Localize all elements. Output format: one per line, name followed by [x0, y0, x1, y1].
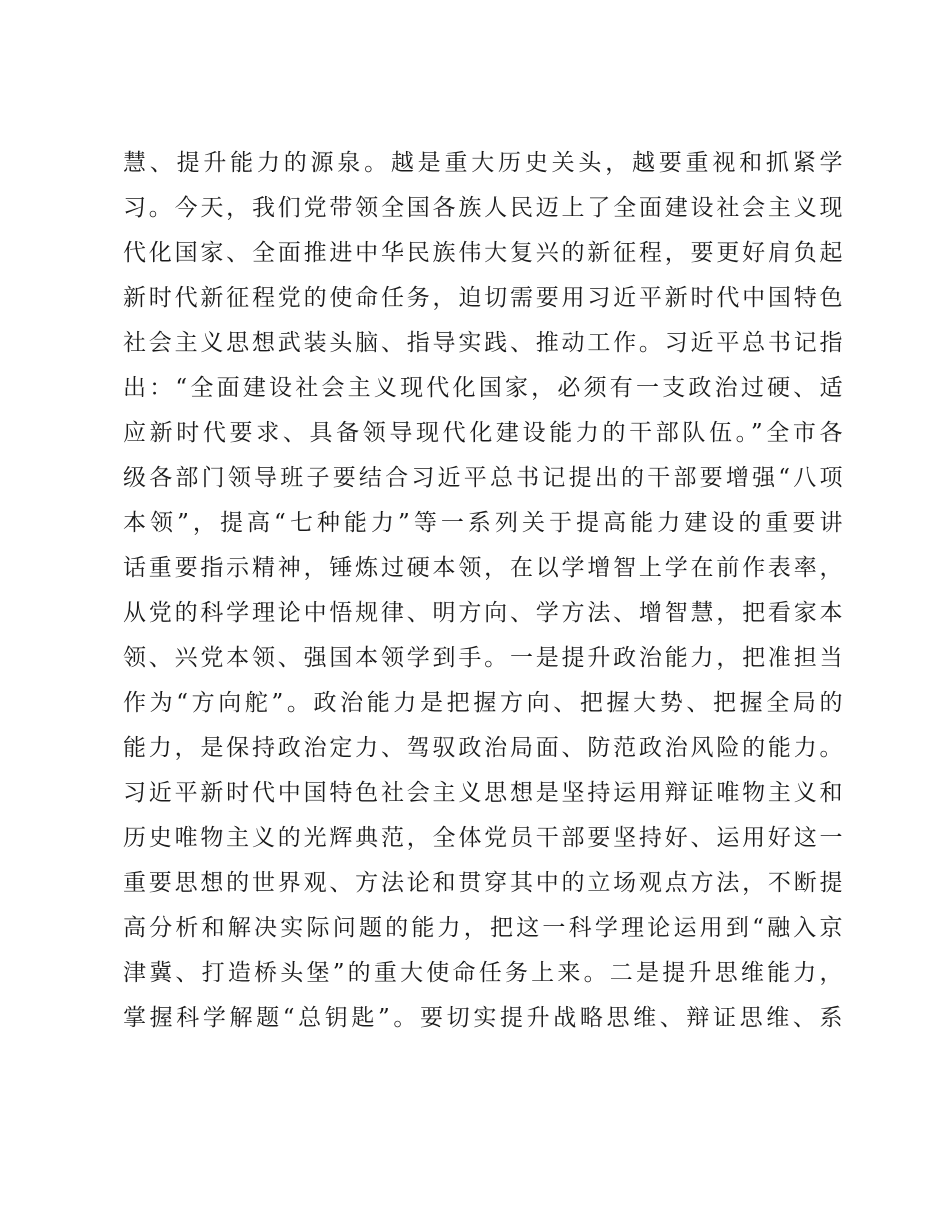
text-line: 领、兴党本领、强国本领学到手。一是提升政治能力，把准担当: [123, 645, 843, 671]
text-line: 应新时代要求、具备领导现代化建设能力的干部队伍。”全市各: [123, 420, 843, 446]
text-line: 历史唯物主义的光辉典范，全体党员干部要坚持好、运用好这一: [123, 825, 843, 851]
text-line: 津冀、打造桥头堡”的重大使命任务上来。二是提升思维能力，: [123, 960, 843, 986]
text-line: 习近平新时代中国特色社会主义思想是坚持运用辩证唯物主义和: [123, 780, 843, 806]
text-line: 级各部门领导班子要结合习近平总书记提出的干部要增强“八项: [123, 465, 843, 491]
text-line: 掌握科学解题“总钥匙”。要切实提升战略思维、辩证思维、系: [123, 1005, 843, 1031]
text-line: 作为“方向舵”。政治能力是把握方向、把握大势、把握全局的: [123, 690, 843, 716]
body-paragraph: [123, 141, 843, 1041]
text-line: 高分析和解决实际问题的能力，把这一科学理论运用到“融入京: [123, 915, 843, 941]
text-line: 从党的科学理论中悟规律、明方向、学方法、增智慧，把看家本: [123, 600, 843, 626]
text-line: 能力，是保持政治定力、驾驭政治局面、防范政治风险的能力。: [123, 735, 843, 761]
text-line: 慧、提升能力的源泉。越是重大历史关头，越要重视和抓紧学: [123, 150, 843, 176]
text-line: 话重要指示精神，锤炼过硬本领，在以学增智上学在前作表率，: [123, 555, 843, 581]
text-line: 习。今天，我们党带领全国各族人民迈上了全面建设社会主义现: [123, 195, 843, 221]
text-line: 出：“全面建设社会主义现代化国家，必须有一支政治过硬、适: [123, 375, 843, 401]
text-line: 新时代新征程党的使命任务，迫切需要用习近平新时代中国特色: [123, 285, 843, 311]
text-line: 社会主义思想武装头脑、指导实践、推动工作。习近平总书记指: [123, 330, 843, 356]
text-line: 重要思想的世界观、方法论和贯穿其中的立场观点方法，不断提: [123, 870, 843, 896]
text-line: 代化国家、全面推进中华民族伟大复兴的新征程，要更好肩负起: [123, 240, 843, 266]
text-line: 本领”，提高“七种能力”等一系列关于提高能力建设的重要讲: [123, 510, 843, 536]
